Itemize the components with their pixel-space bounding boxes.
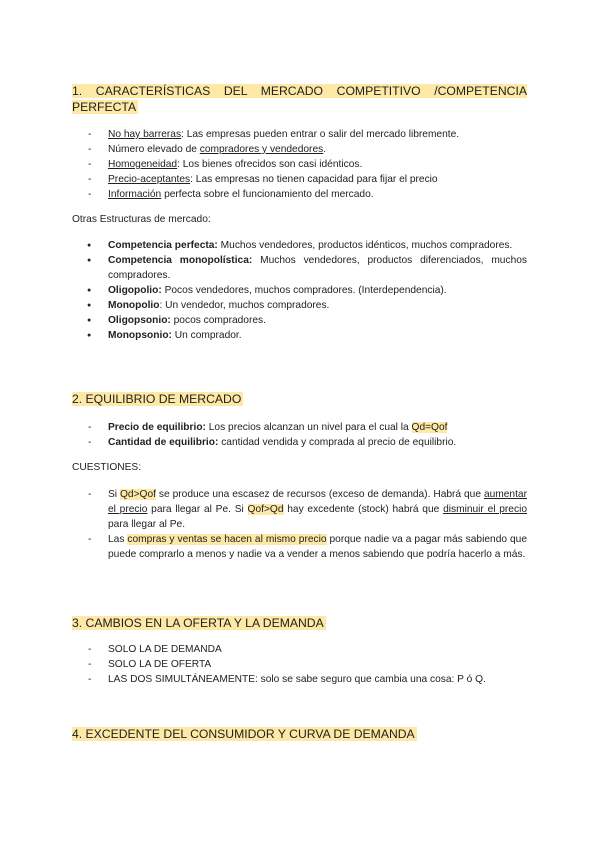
q1-underline-2: disminuir el precio xyxy=(443,504,527,515)
structure-term: Monopsonio: xyxy=(108,330,172,341)
structure-text: Pocos vendedores, muchos compradores. (Interdependencia). xyxy=(161,285,447,296)
structure-term: Monopolio xyxy=(108,300,160,311)
list-item-key: Precio-aceptantes xyxy=(108,174,191,185)
section-3-list xyxy=(72,642,527,687)
section-4-title: 4. EXCEDENTE DEL CONSUMIDOR Y CURVA DE DEMANDA xyxy=(72,727,415,741)
section-2-title: 2. EQUILIBRIO DE MERCADO xyxy=(72,392,242,406)
q1-text: para llegar al Pe. Si xyxy=(147,504,248,515)
section-3-heading xyxy=(72,616,527,632)
structure-term: Competencia monopolística: xyxy=(108,255,253,266)
list-item xyxy=(72,142,527,157)
q2-highlight: compras y ventas se hacen al mismo precio xyxy=(127,534,327,545)
cuestiones-list xyxy=(72,487,527,562)
structure-text: Muchos vendedores, productos idénticos, muchos compradores. xyxy=(217,240,513,251)
equilibrium-term: Cantidad de equilibrio: xyxy=(108,437,219,448)
q1-text: para llegar al Pe. xyxy=(108,519,186,530)
list-item: - LAS DOS SIMULTÁNEAMENTE: solo se sabe seguro que cambia una cosa: P ó Q. xyxy=(72,672,527,687)
list-item xyxy=(72,435,527,450)
structure-text: Un comprador. xyxy=(171,330,242,341)
list-item-pre: Número elevado de xyxy=(108,144,200,155)
structure-term: Oligopolio: xyxy=(108,285,162,296)
structure-text: : Un vendedor, muchos compradores. xyxy=(159,300,330,311)
list-item-key: Información xyxy=(108,189,162,200)
q1-underline-1: aumentar el precio xyxy=(108,489,527,515)
list-item-text: . xyxy=(323,144,327,155)
structure-term: Competencia perfecta: xyxy=(108,240,218,251)
list-item-key: compradores y vendedores xyxy=(199,144,324,155)
q2-text: Las xyxy=(108,534,128,545)
list-item xyxy=(72,283,527,298)
structures-list xyxy=(72,238,527,343)
section-1-list xyxy=(72,127,527,202)
list-item xyxy=(72,172,527,187)
section-2-heading xyxy=(72,392,527,408)
cuestiones-label: CUESTIONES: xyxy=(72,462,142,473)
list-item xyxy=(72,487,527,532)
list-item-text: perfecta sobre el funcionamiento del mercado. xyxy=(161,189,374,200)
list-item xyxy=(72,532,527,562)
q1-highlight-1: Qd>Qof xyxy=(120,489,156,500)
list-item: - SOLO LA DE OFERTA xyxy=(72,657,527,672)
equilibrium-highlight: Qd=Qof xyxy=(411,422,448,433)
list-item: - SOLO LA DE DEMANDA xyxy=(72,642,527,657)
list-item xyxy=(72,238,527,253)
list-item xyxy=(72,328,527,343)
q1-highlight-2: Qof>Qd xyxy=(247,504,284,515)
list-item xyxy=(72,420,527,435)
list-item xyxy=(72,157,527,172)
equilibrium-term: Precio de equilibrio: xyxy=(108,422,206,433)
q1-text: hay excedente (stock) habrá que xyxy=(283,504,444,515)
q2-text: porque nadie va a pagar más sabiendo que puede comprarlo a menos y nadie va a vender a menos sabiendo que podría hacerlo a más. xyxy=(108,534,527,560)
section-1-title: 1. CARACTERÍSTICAS DEL MERCADO COMPETITIVO /COMPETENCIA PERFECTA xyxy=(72,84,527,114)
list-item-text: : Los bienes ofrecidos son casi idénticos. xyxy=(177,159,363,170)
structure-text: Muchos vendedores, productos diferenciados, muchos compradores. xyxy=(108,255,527,281)
q1-text: Si xyxy=(108,489,120,500)
equilibrium-text: Los precios alcanzan un nivel para el cual la xyxy=(205,422,412,433)
section-2-list xyxy=(72,420,527,450)
list-item-key: Homogeneidad xyxy=(108,159,178,170)
list-item xyxy=(72,253,527,283)
equilibrium-text: cantidad vendida y comprada al precio de equilibrio. xyxy=(218,437,457,448)
structure-term: Oligopsonio: xyxy=(108,315,171,326)
other-structures-label: Otras Estructuras de mercado: xyxy=(72,214,211,225)
structure-text: pocos compradores. xyxy=(170,315,266,326)
q1-text: se produce una escasez de recursos (exceso de demanda). Habrá que xyxy=(155,489,484,500)
list-item-text: : Las empresas pueden entrar o salir del mercado libremente. xyxy=(181,129,460,140)
list-item-text: : Las empresas no tienen capacidad para fijar el precio xyxy=(190,174,438,185)
section-1-heading xyxy=(72,84,527,115)
list-item-key: No hay barreras xyxy=(108,129,182,140)
list-item xyxy=(72,298,527,313)
section-4-heading xyxy=(72,727,527,743)
section-3-title: 3. CAMBIOS EN LA OFERTA Y LA DEMANDA xyxy=(72,616,324,630)
list-item xyxy=(72,127,527,142)
list-item xyxy=(72,313,527,328)
list-item xyxy=(72,187,527,202)
